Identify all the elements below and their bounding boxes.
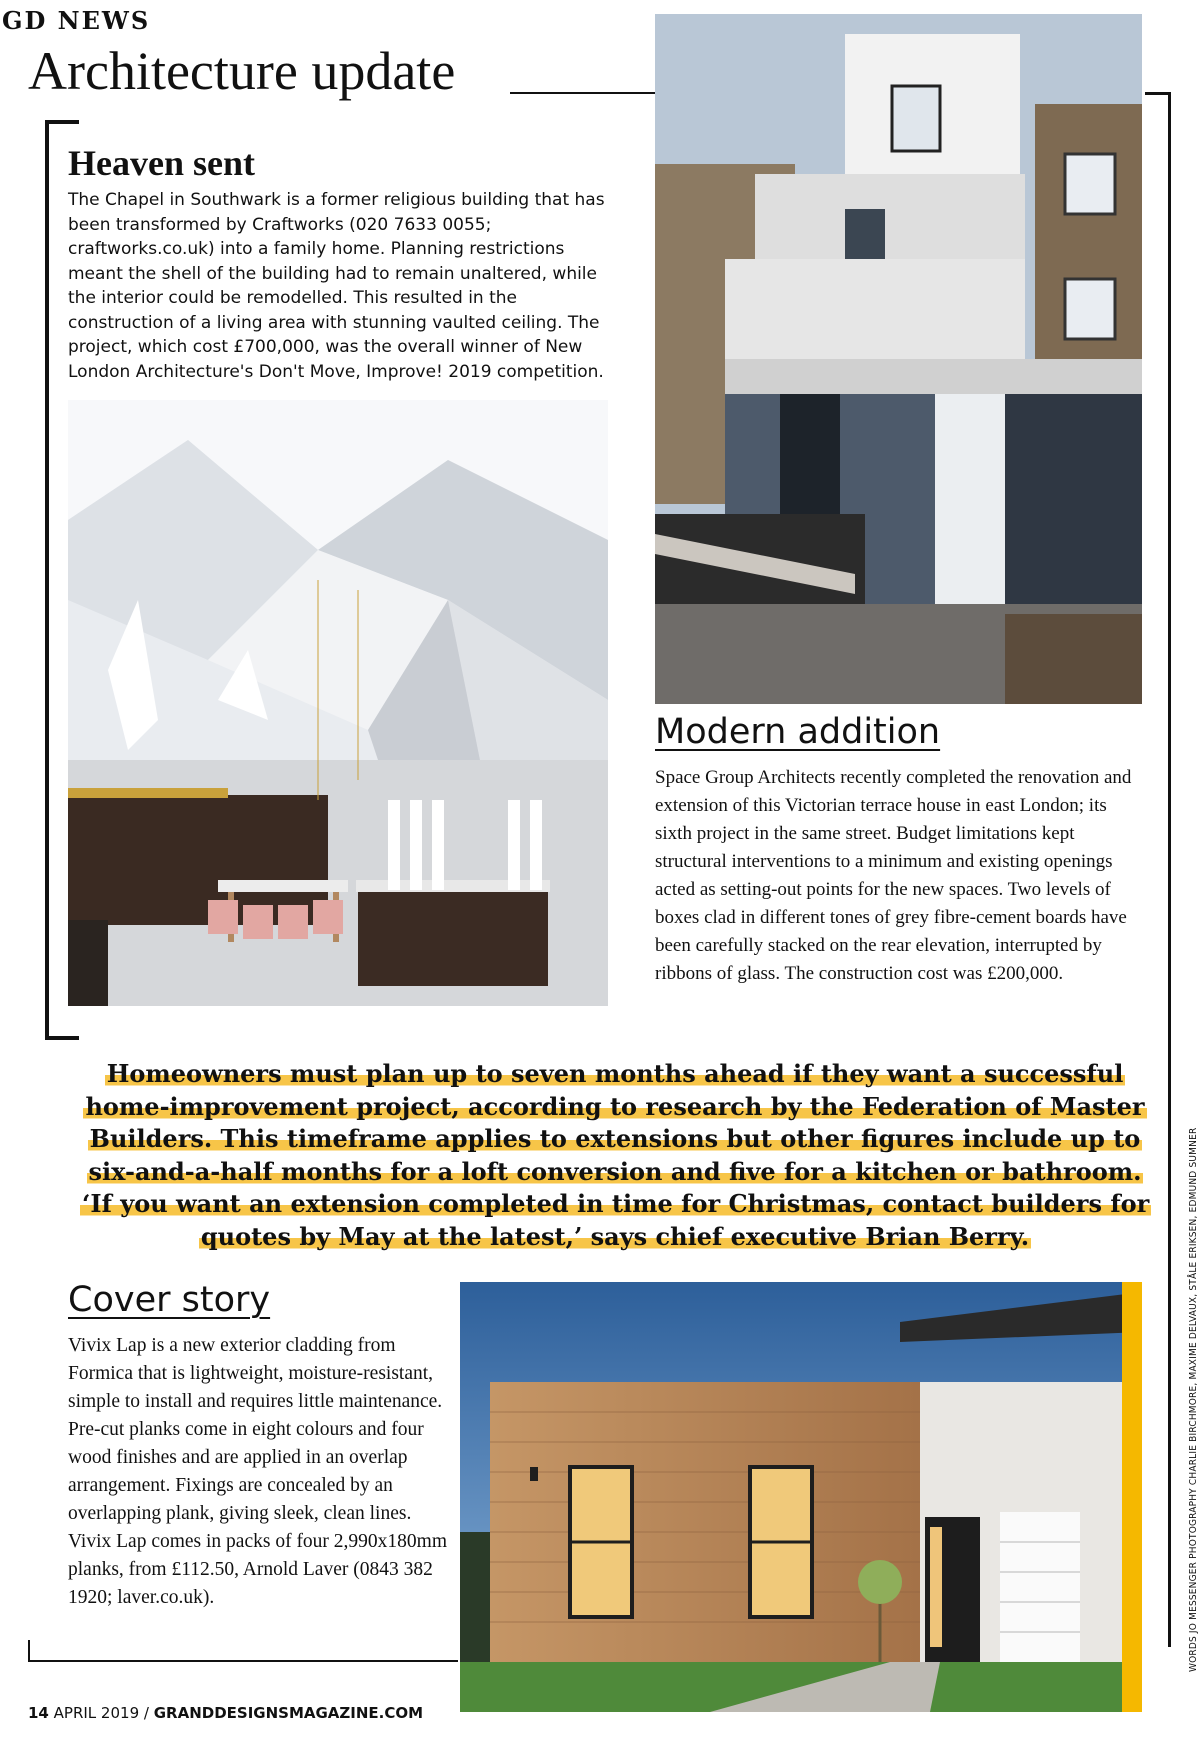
right-rule [1168, 92, 1171, 1647]
page-title: Architecture update [28, 41, 456, 101]
right-rule-cap [1145, 92, 1171, 95]
footer: 14 APRIL 2019 / GRANDDESIGNSMAGAZINE.COM [28, 1704, 424, 1722]
pull-quote-text: Homeowners must plan up to seven months ahead if they want a successful home-improvement project, according to research by the Federation of Master Builders. This timeframe applies to extensions but other figures include up to six-and-a-half months for a loft conversion and five for a kitchen or bathroom. ‘If you want an extension completed in time for Christmas, contact builders for quotes by May at the latest,’ says chief executive Brian Berry. [82, 1059, 1150, 1251]
modern-addition-photo [655, 14, 1142, 704]
cover-house-photo [460, 1282, 1142, 1712]
page-number: 14 [28, 1704, 49, 1722]
pull-quote [80, 1058, 1150, 1253]
chapel-interior-photo [68, 400, 608, 1006]
cover-body: Vivix Lap is a new exterior cladding from Formica that is lightweight, moisture-resistant, simple to install and requires little maintenance. Pre-cut planks come in eight colours and four wood finishes and are applied in an overlap arrangement. Fixings are concealed by an overlapping plank, giving sleek, clean lines. Vivix Lap comes in packs of four 2,990x180mm planks, from £112.50, Arnold Laver (0843 382 1920; laver.co.uk). [68, 1335, 448, 1608]
title-rule [510, 92, 655, 94]
section-label: GD NEWS [2, 6, 151, 35]
modern-body: Space Group Architects recently completed the renovation and extension of this Victorian terrace house in east London; its sixth project in the same street. Budget limitations kept structural interventions to a minimum and existing openings acted as setting-out points for the new spaces. Two levels of boxes clad in different tones of grey fibre-cement boards have been carefully stacked on the rear elevation, interrupted by ribbons of glass. The construction cost was £200,000. [655, 767, 1132, 984]
photo-credits: WORDS JO MESSENGER PHOTOGRAPHY CHARLIE BIRCHMORE, MAXIME DELVAUX, STÅLE ERIKSEN, EDMUND SUMNER [1188, 1127, 1199, 1672]
bottom-rule [28, 1660, 458, 1662]
heaven-heading: Heaven sent [68, 143, 255, 183]
bottom-rule-tick [28, 1640, 30, 1662]
issue-date: APRIL 2019 [53, 1704, 140, 1722]
heaven-body: The Chapel in Southwark is a former religious building that has been transformed by Craftworks (020 7633 0055; craftworks.co.uk) into a family home. Planning restrictions meant the shell of the building had to remain unaltered, while the interior could be remodelled. This resulted in the construction of a living area with stunning vaulted ceiling. The project, which cost £700,000, was the overall winner of New London Architecture's Don't Move, Improve! 2019 competition. [68, 190, 605, 382]
cover-heading: Cover story [68, 1280, 271, 1320]
modern-heading: Modern addition [655, 712, 941, 752]
brand-url: GRANDDESIGNSMAGAZINE.COM [153, 1704, 424, 1722]
